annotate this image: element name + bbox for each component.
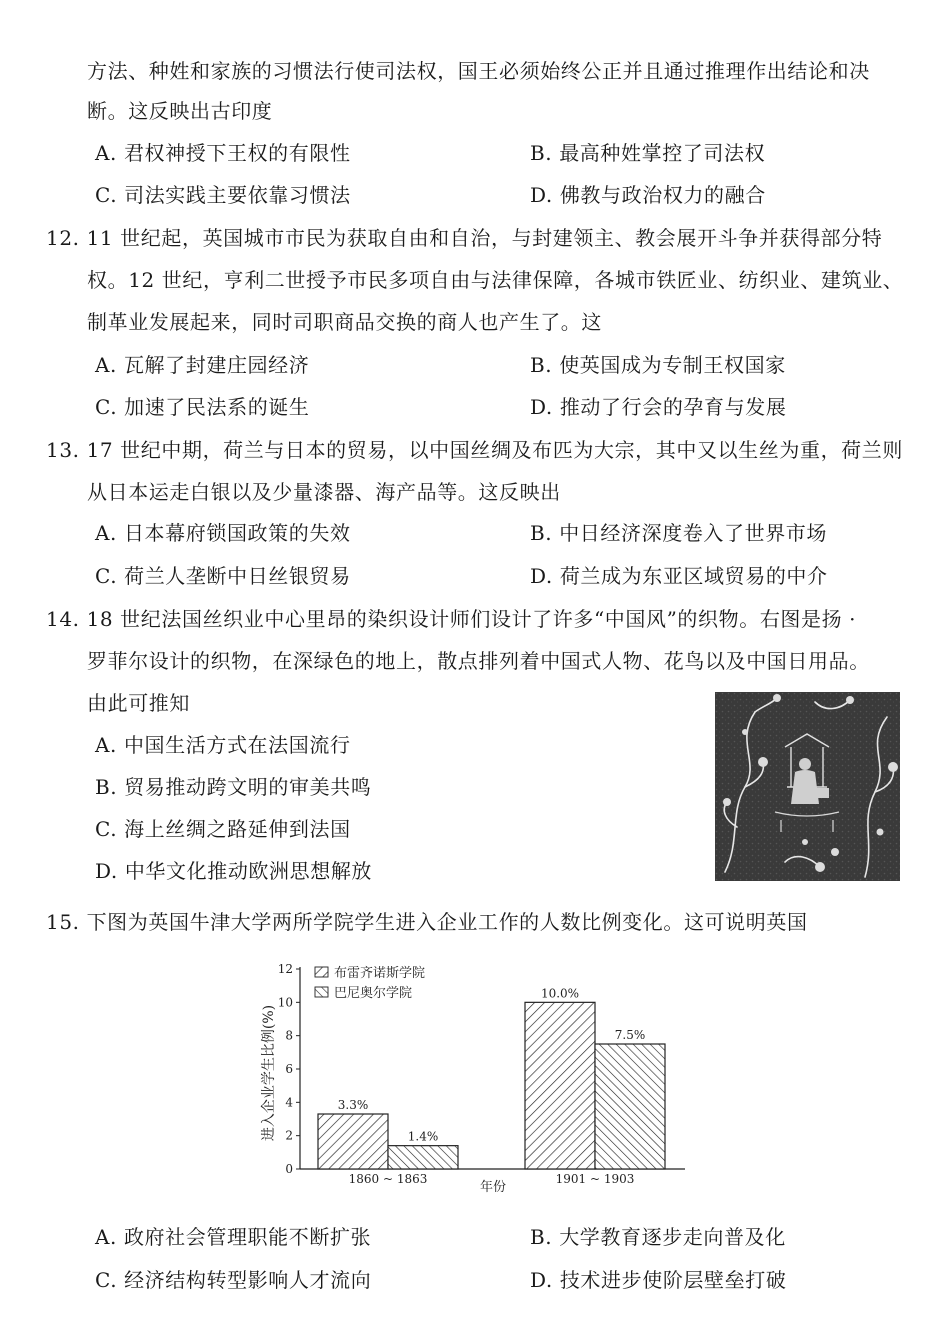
q11-text-line2: 断。这反映出古印度: [87, 99, 273, 123]
chart-svg: [255, 955, 685, 1195]
q12-option-b[interactable]: B. 使英国成为专制王权国家: [530, 353, 786, 377]
legend-swatch-series-1: [315, 967, 328, 977]
x-category-label: 1901 ~ 1903: [555, 1172, 635, 1186]
q14-option-b[interactable]: B. 贸易推动跨文明的审美共鸣: [95, 775, 372, 799]
bar-series-2-cat-1: [388, 1146, 458, 1169]
q14-text-line3: 由此可推知: [87, 691, 190, 715]
enterprise-ratio-bar-chart: [255, 955, 685, 1195]
bar-series-1-cat-1: [318, 1114, 388, 1169]
chart-ylabel: 进入企业学生比例(%): [261, 1004, 277, 1142]
chart-xlabel: 年份: [479, 1180, 507, 1195]
q13-text-line1: 13. 17 世纪中期，荷兰与日本的贸易，以中国丝绸及布匹为大宗，其中又以生丝为重，荷兰则: [46, 438, 903, 462]
bar-value-label: 10.0%: [540, 986, 580, 1001]
chart-legend: [315, 965, 425, 1001]
q11-option-c[interactable]: C. 司法实践主要依靠习惯法: [95, 183, 351, 207]
y-tick-label: 2: [285, 1128, 293, 1143]
legend-label-series-1: 布雷齐诺斯学院: [334, 966, 426, 981]
q13-option-a[interactable]: A. 日本幕府锁国政策的失效: [95, 521, 351, 545]
x-category-label: 1860 ~ 1863: [348, 1172, 428, 1186]
q14-option-c[interactable]: C. 海上丝绸之路延伸到法国: [95, 817, 351, 841]
q13-option-c[interactable]: C. 荷兰人垄断中日丝银贸易: [95, 564, 351, 588]
q12-text-line1: 12. 11 世纪起，英国城市市民为获取自由和自治，与封建领主、教会展开斗争并获得部分特: [46, 226, 883, 250]
q14-option-d[interactable]: D. 中华文化推动欧洲思想解放: [95, 859, 373, 883]
q15-option-c[interactable]: C. 经济结构转型影响人才流向: [95, 1268, 372, 1292]
q12-option-a[interactable]: A. 瓦解了封建庄园经济: [95, 353, 310, 377]
q14-text-line1: 14. 18 世纪法国丝织业中心里昂的染织设计师们设计了许多“中国风”的织物。右图是扬 ·: [46, 607, 857, 631]
q12-text-line3: 制革业发展起来，同时司职商品交换的商人也产生了。这: [87, 310, 602, 334]
legend-label-series-2: 巴尼奥尔学院: [334, 986, 413, 1001]
y-tick-label: 12: [277, 962, 293, 976]
bar-value-label: 1.4%: [407, 1129, 439, 1144]
y-tick-label: 10: [277, 995, 293, 1010]
q12-option-d[interactable]: D. 推动了行会的孕育与发展: [530, 395, 787, 419]
y-tick-label: 8: [285, 1028, 293, 1043]
q14-option-a[interactable]: A. 中国生活方式在法国流行: [95, 733, 351, 757]
q12-option-c[interactable]: C. 加速了民法系的诞生: [95, 395, 310, 419]
bar-series-1-cat-2: [525, 1002, 595, 1169]
q11-option-d[interactable]: D. 佛教与政治权力的融合: [530, 183, 766, 207]
bar-series-2-cat-2: [595, 1044, 665, 1169]
q13-text-line2: 从日本运走白银以及少量漆器、海产品等。这反映出: [87, 480, 561, 504]
y-tick-label: 0: [285, 1162, 293, 1176]
q11-option-a[interactable]: A. 君权神授下王权的有限性: [95, 141, 351, 165]
q11-option-b[interactable]: B. 最高种姓掌控了司法权: [530, 141, 766, 165]
bar-value-label: 7.5%: [614, 1028, 646, 1042]
y-tick-label: 4: [285, 1095, 293, 1110]
q15-option-d[interactable]: D. 技术进步使阶层壁垒打破: [530, 1268, 787, 1292]
fabric-illustration: [715, 692, 900, 881]
q12-text-line2: 权。12 世纪，亨利二世授予市民多项自由与法律保障，各城市铁匠业、纺织业、建筑业、: [87, 268, 904, 292]
q15-text-line1: 15. 下图为英国牛津大学两所学院学生进入企业工作的人数比例变化。这可说明英国: [46, 910, 808, 934]
chinoiserie-fabric-image: [715, 692, 900, 881]
q13-option-b[interactable]: B. 中日经济深度卷入了世界市场: [530, 521, 828, 545]
bar-value-label: 3.3%: [337, 1098, 369, 1112]
legend-swatch-series-2: [315, 987, 328, 997]
q13-option-d[interactable]: D. 荷兰成为东亚区域贸易的中介: [530, 564, 828, 588]
q11-text-line1: 方法、种姓和家族的习惯法行使司法权，国王必须始终公正并且通过推理作出结论和决: [87, 59, 870, 83]
q15-option-a[interactable]: A. 政府社会管理职能不断扩张: [95, 1225, 372, 1249]
y-tick-label: 6: [285, 1062, 293, 1076]
q14-text-line2: 罗菲尔设计的织物，在深绿色的地上，散点排列着中国式人物、花鸟以及中国日用品。: [87, 649, 870, 673]
q15-option-b[interactable]: B. 大学教育逐步走向普及化: [530, 1225, 786, 1249]
